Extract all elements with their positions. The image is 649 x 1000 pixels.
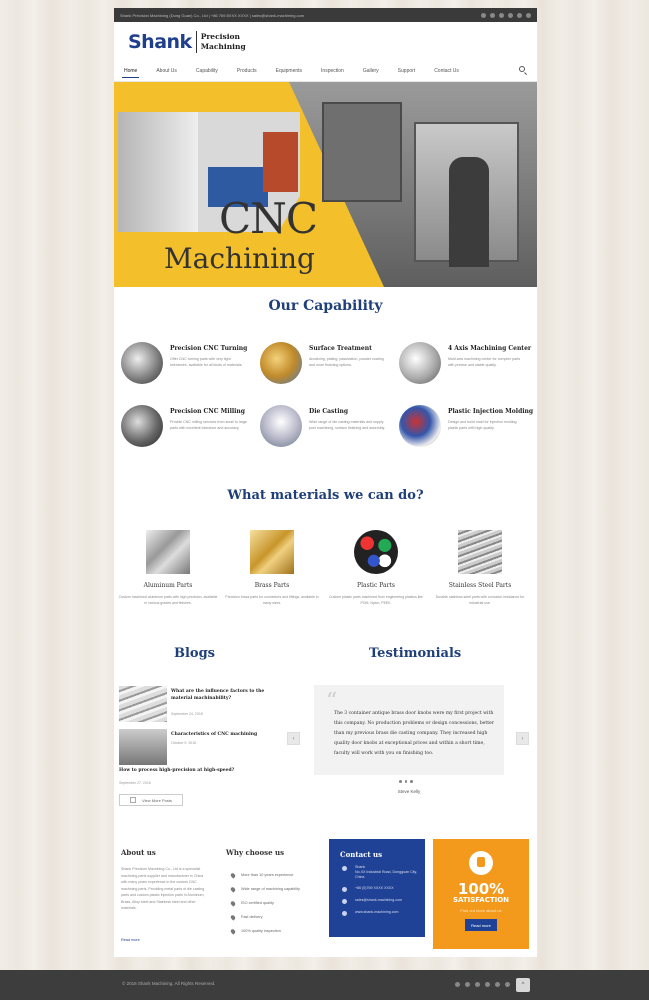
pinterest-icon[interactable] xyxy=(495,982,500,987)
nav-equipments[interactable]: Equipments xyxy=(275,67,303,74)
location-pin-icon xyxy=(230,900,236,906)
materials-title: What materials we can do? xyxy=(227,488,424,503)
top-bar xyxy=(114,8,537,22)
globe-icon xyxy=(342,911,347,916)
logo-brand: Shank xyxy=(128,31,192,53)
plastic-image xyxy=(354,530,398,574)
why-item: Fast delivery xyxy=(231,910,300,924)
nav-contact[interactable]: Contact Us xyxy=(434,67,459,74)
hero-banner xyxy=(114,82,537,287)
page-container xyxy=(114,8,537,957)
blogs-title: Blogs xyxy=(174,646,216,661)
home-icon xyxy=(342,866,347,871)
blog-post-title[interactable]: Characteristics of CNC machining xyxy=(171,732,258,737)
view-more-posts-button[interactable] xyxy=(119,794,183,806)
why-item: More than 10 years experience xyxy=(231,868,300,882)
skype-icon[interactable] xyxy=(481,13,486,18)
rss-icon[interactable] xyxy=(505,982,510,987)
capability-title: Our Capability xyxy=(268,298,383,314)
testimonials-title: Testimonials xyxy=(369,646,462,661)
hero-title-line1: CNC xyxy=(219,194,318,243)
capability-card[interactable] xyxy=(260,405,390,455)
twitter-icon[interactable] xyxy=(499,13,504,18)
about-title: About us xyxy=(121,848,156,857)
satisfaction-read-more-button[interactable]: Read more xyxy=(465,919,497,931)
blog-post-date-3: September 27, 2018 xyxy=(119,781,151,785)
thumbs-up-icon xyxy=(469,851,493,875)
logo-tagline xyxy=(201,32,246,52)
main-nav xyxy=(114,60,537,82)
pinterest-icon[interactable] xyxy=(517,13,522,18)
hero-operator xyxy=(449,157,489,267)
site-footer xyxy=(0,970,649,1000)
testimonial-pager[interactable] xyxy=(399,780,413,783)
axis-machining-thumb xyxy=(399,342,441,384)
material-desc: Custom plastic parts machined from engineering plastics like POM, Nylon, PEEK. xyxy=(329,595,423,605)
contact-phone: +86 (0)769 XXXX XXXX xyxy=(342,886,425,892)
material-title: Brass Parts xyxy=(254,582,290,589)
capability-card-title: Precision CNC Turning xyxy=(170,345,248,352)
capability-card[interactable] xyxy=(399,405,534,455)
testimonial-next-button[interactable]: › xyxy=(516,732,529,745)
capability-card-title: Surface Treatment xyxy=(309,345,372,352)
why-item: ISO certified quality xyxy=(231,896,300,910)
blog-post-date: October 9, 2018 xyxy=(171,741,197,745)
surface-treatment-thumb xyxy=(260,342,302,384)
cnc-milling-thumb xyxy=(121,405,163,447)
material-card[interactable] xyxy=(118,530,218,606)
material-desc: Durable stainless steel parts with corrosion resistance for industrial use. xyxy=(435,595,525,605)
location-pin-icon xyxy=(230,928,236,934)
about-read-more-link[interactable]: Read more xyxy=(121,938,140,942)
contact-address: Shank No.XX Industrial Road, Dongguan City, China xyxy=(342,865,425,880)
capability-card[interactable] xyxy=(399,342,532,392)
facebook-icon[interactable] xyxy=(490,13,495,18)
nav-about[interactable]: About Us xyxy=(156,67,177,74)
twitter-icon[interactable] xyxy=(475,982,480,987)
satisfaction-percent: 100% xyxy=(457,880,505,898)
capability-card-title: 4 Axis Machining Center xyxy=(448,345,532,352)
phone-icon xyxy=(342,887,347,892)
contact-website[interactable]: www.shank-machining.com xyxy=(342,910,425,916)
testimonial-prev-button[interactable]: ‹ xyxy=(287,732,300,745)
capability-card[interactable] xyxy=(121,342,251,392)
nav-inspection[interactable]: Inspection xyxy=(321,67,344,74)
footer-social xyxy=(455,982,510,987)
skype-icon[interactable] xyxy=(455,982,460,987)
why-list xyxy=(231,868,300,938)
testimonial-card xyxy=(314,685,504,775)
blog-post-title-3[interactable]: How to process high-precision at high-speed? xyxy=(119,768,235,773)
why-item: 100% quality inspection xyxy=(231,924,300,938)
testimonial-author: Steve Kelly xyxy=(397,789,421,794)
capability-card-desc: Provide CNC milling services from small to large parts with excellent tolerance and accuracy. xyxy=(170,420,247,430)
contact-box xyxy=(329,839,425,937)
satisfaction-subtext: Find out more about us xyxy=(460,908,502,913)
capability-card[interactable] xyxy=(121,405,251,455)
nav-capability[interactable]: Capability xyxy=(195,67,218,74)
site-header xyxy=(114,22,537,60)
material-title: Aluminum Parts xyxy=(143,582,193,589)
rss-icon[interactable] xyxy=(526,13,531,18)
tagline-line2: Machining xyxy=(200,42,246,51)
nav-products[interactable]: Products xyxy=(236,67,257,74)
die-casting-thumb xyxy=(260,405,302,447)
capability-card-desc: Wide range of die casting materials and supply post machining, surface finishing and assembly. xyxy=(309,420,386,430)
capability-card-desc: Anodizing, plating, passivation, powder coating and more finishing options. xyxy=(309,357,384,367)
location-pin-icon xyxy=(230,886,236,892)
capability-card-title: Die Casting xyxy=(309,408,349,415)
blog-thumb xyxy=(119,729,167,765)
material-desc: Precision brass parts for connectors and fittings, available in many sizes. xyxy=(225,595,319,605)
capability-card-desc: Multi-axis machining center for complex parts with precise and stable quality. xyxy=(448,357,521,367)
location-pin-icon xyxy=(230,872,236,878)
mail-icon xyxy=(342,899,347,904)
injection-molding-thumb xyxy=(399,405,441,447)
tagline-line1: Precision xyxy=(200,32,241,41)
capability-card-desc: Design and build mold for injection molding plastic parts with high quality. xyxy=(448,420,517,430)
satisfaction-box xyxy=(433,839,529,949)
aluminum-image xyxy=(146,530,190,574)
nav-gallery[interactable]: Gallery xyxy=(362,67,379,74)
view-more-label: View More Posts xyxy=(142,797,172,803)
logo-separator xyxy=(196,31,197,53)
blog-thumb xyxy=(119,686,167,722)
list-icon xyxy=(130,797,136,803)
topbar-social xyxy=(481,13,531,18)
material-card[interactable] xyxy=(326,530,426,606)
material-title: Stainless Steel Parts xyxy=(448,582,512,589)
linkedin-icon[interactable] xyxy=(508,13,513,18)
blog-post-title[interactable]: What are the influence factors to the material machinability? xyxy=(171,689,265,701)
copyright: © 2018 Shank Machining. All Rights Reserved. xyxy=(122,981,216,986)
contact-title: Contact us xyxy=(340,850,383,859)
location-pin-icon xyxy=(230,914,236,920)
linkedin-icon[interactable] xyxy=(485,982,490,987)
brass-image xyxy=(250,530,294,574)
capability-card-desc: Offer CNC turning parts with very tight tolerances, available for all kinds of materials. xyxy=(170,357,243,367)
testimonial-text: The 3 container antique brass door knobs were my first project with this company. No production problems or design concessions, better than my previous brass die casting company. They increased high quality door knobs at exceptional prices and within a short time, faculty will work with you on finishing too. xyxy=(334,711,494,756)
stainless-steel-image xyxy=(458,530,502,574)
site-logo[interactable] xyxy=(128,31,246,53)
satisfaction-label: SATISFACTION xyxy=(452,896,510,904)
hero-title-line2: Machining xyxy=(164,242,315,275)
material-desc: Custom machined aluminum parts with high precision, available in various grades and finishes. xyxy=(118,595,218,605)
capability-card[interactable] xyxy=(260,342,390,392)
quote-icon: “ xyxy=(326,689,338,714)
material-title: Plastic Parts xyxy=(357,582,395,589)
capability-card-title: Precision CNC Milling xyxy=(170,408,245,415)
nav-home[interactable]: Home xyxy=(124,67,138,74)
material-card[interactable] xyxy=(222,530,322,606)
nav-support[interactable]: Support xyxy=(397,67,416,74)
topbar-text: Shank Precision Machining (Dong Guan) Co., Ltd | +86 769 8XXX XXXX | sales@shank-machining.com xyxy=(120,12,305,18)
about-text: Shank Precision Machining Co., Ltd is a specialist machining parts supplier and manufacturer in China with many years experience in the custom CNC machining parts. Providing metal parts of die casting parts and custom plastic injection parts in Aluminum, Brass, Alloy steel and Stainless steel and other materials. xyxy=(121,867,205,910)
back-to-top-button[interactable]: ^ xyxy=(516,978,530,992)
why-item: Wide range of machining capability xyxy=(231,882,300,896)
facebook-icon[interactable] xyxy=(465,982,470,987)
contact-email[interactable]: sales@shank-machining.com xyxy=(342,898,425,904)
search-icon[interactable] xyxy=(519,66,525,72)
hero-machine-left xyxy=(322,102,402,202)
capability-card-title: Plastic Injection Molding xyxy=(448,408,534,415)
material-card[interactable] xyxy=(430,530,530,606)
cnc-turning-thumb xyxy=(121,342,163,384)
blog-post-date: September 24, 2018 xyxy=(171,712,203,716)
why-title: Why choose us xyxy=(226,848,285,857)
